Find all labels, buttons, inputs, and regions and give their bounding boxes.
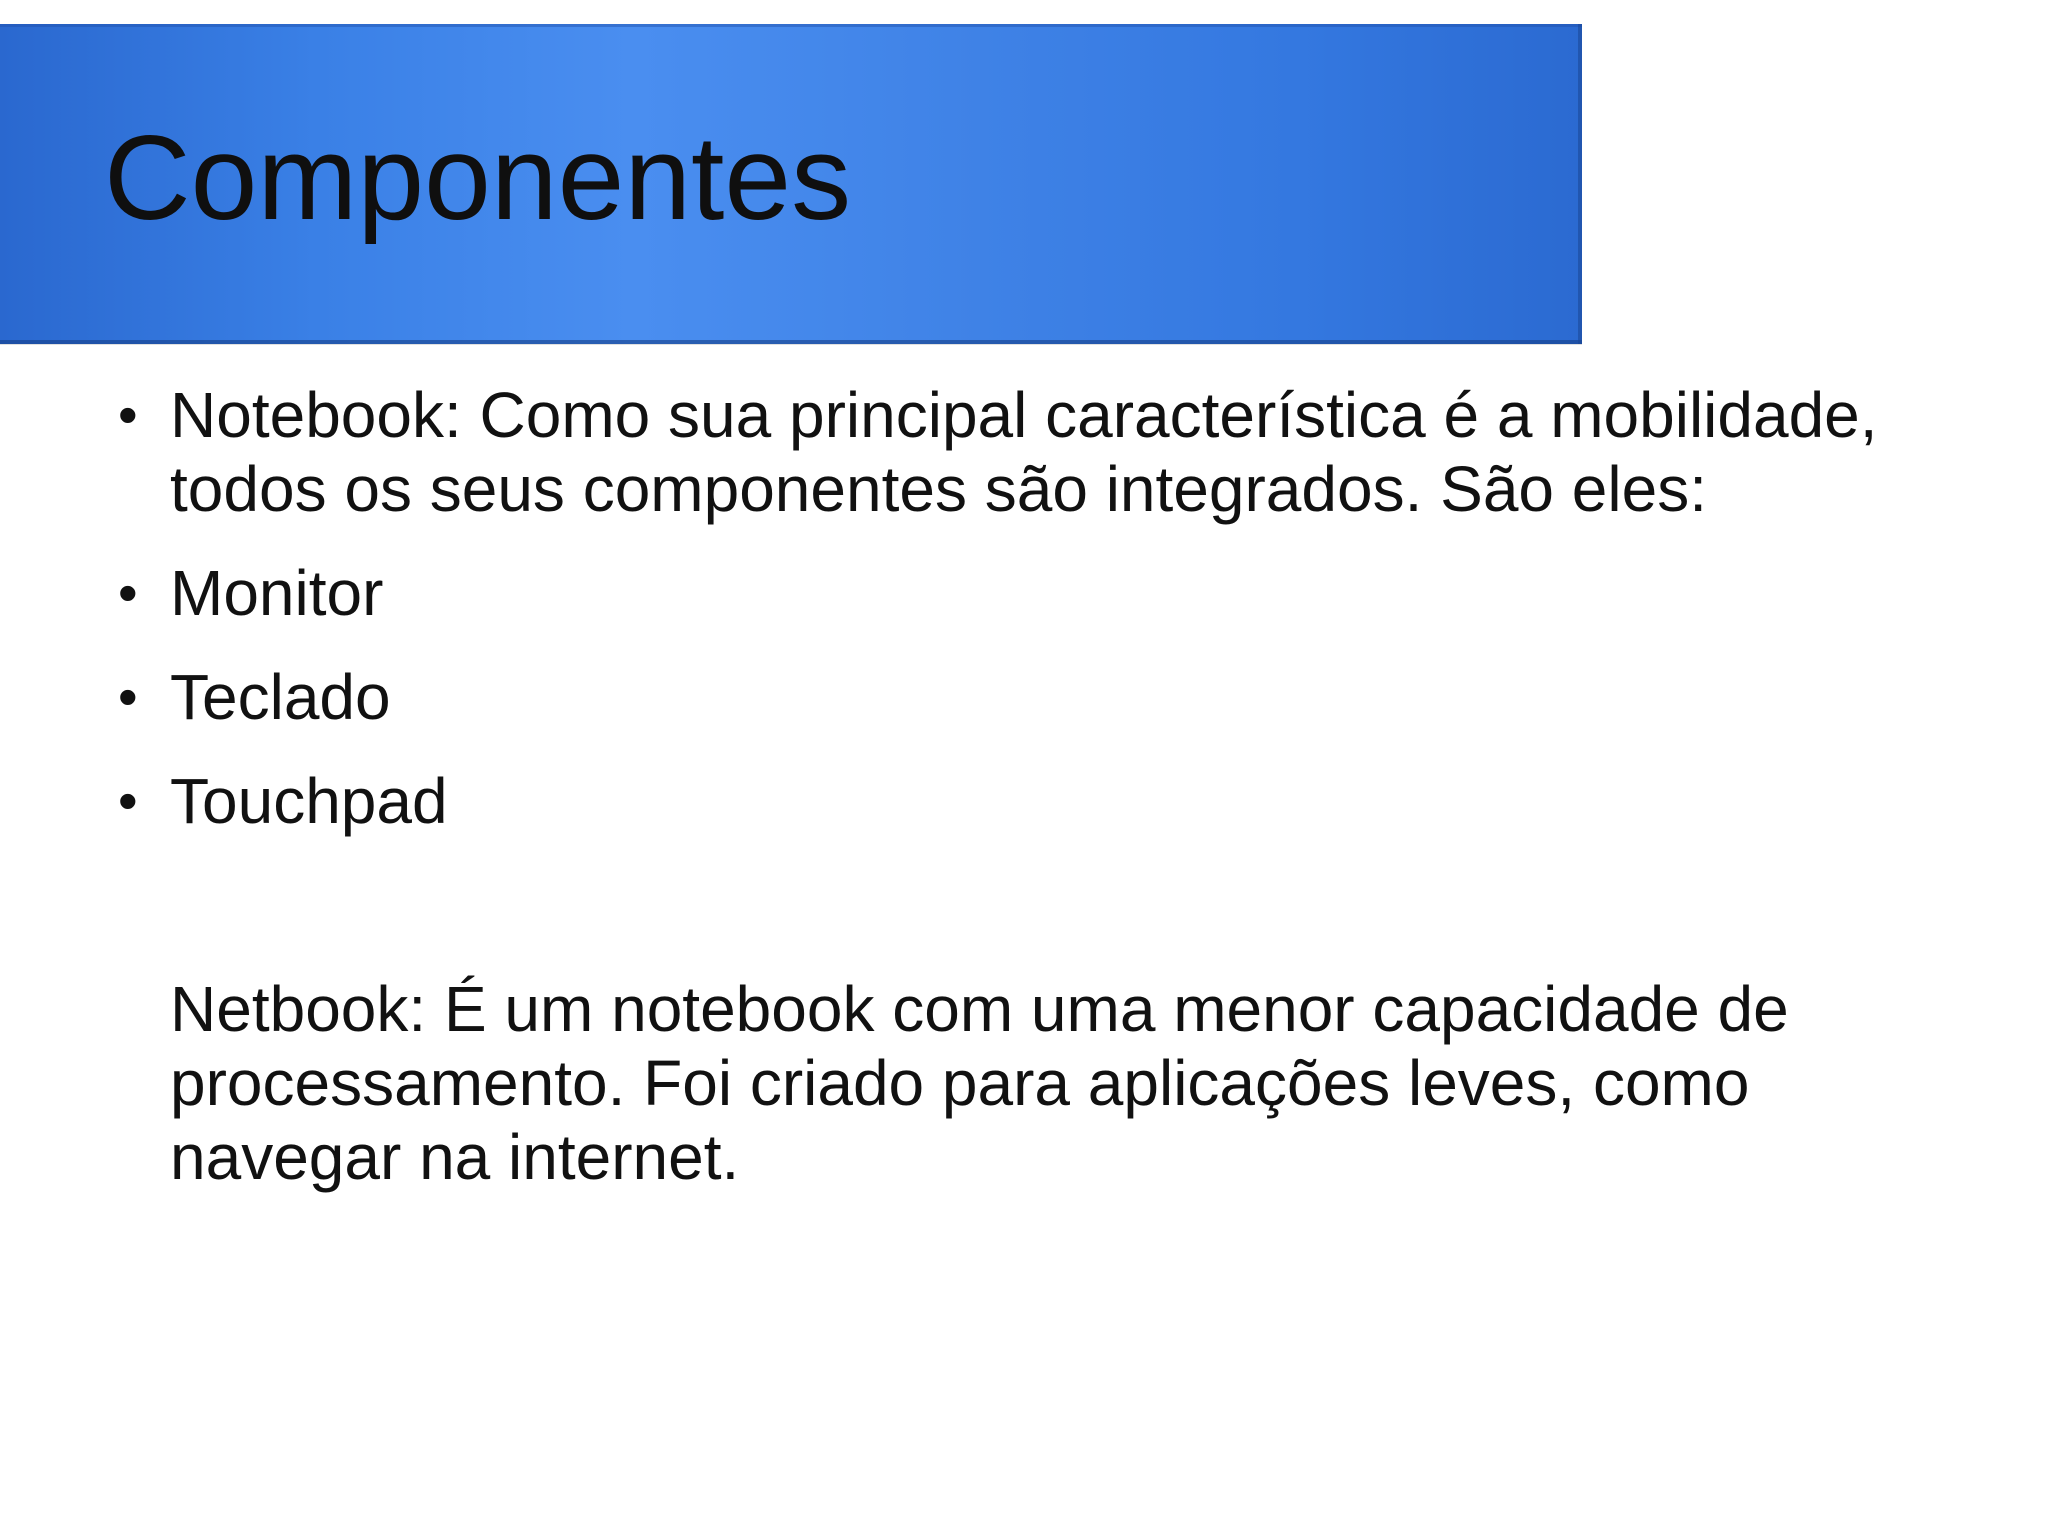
bullet-list: [118, 378, 1978, 838]
bullet-dot: •: [118, 665, 138, 728]
bullet-item-touchpad: [118, 764, 1978, 838]
bullet-dot: •: [118, 561, 138, 624]
bullet-item-notebook: [118, 378, 1978, 526]
bullet-item-teclado: [118, 660, 1978, 734]
bullet-text: Teclado: [170, 661, 391, 733]
bullet-item-monitor: [118, 556, 1978, 630]
slide-content: [118, 378, 1978, 868]
bullet-dot: •: [118, 383, 138, 446]
netbook-paragraph: Netbook: É um notebook com uma menor capacidade de processamento. Foi criado para aplicações leves, como navegar na internet.: [170, 973, 1789, 1193]
bullet-text: Touchpad: [170, 765, 448, 837]
bullet-text: Notebook: Como sua principal característica é a mobilidade, todos os seus componentes são integrados. São eles:: [170, 379, 1878, 525]
slide-title: Componentes: [104, 111, 852, 245]
bullet-text: Monitor: [170, 557, 384, 629]
bullet-dot: •: [118, 769, 138, 832]
